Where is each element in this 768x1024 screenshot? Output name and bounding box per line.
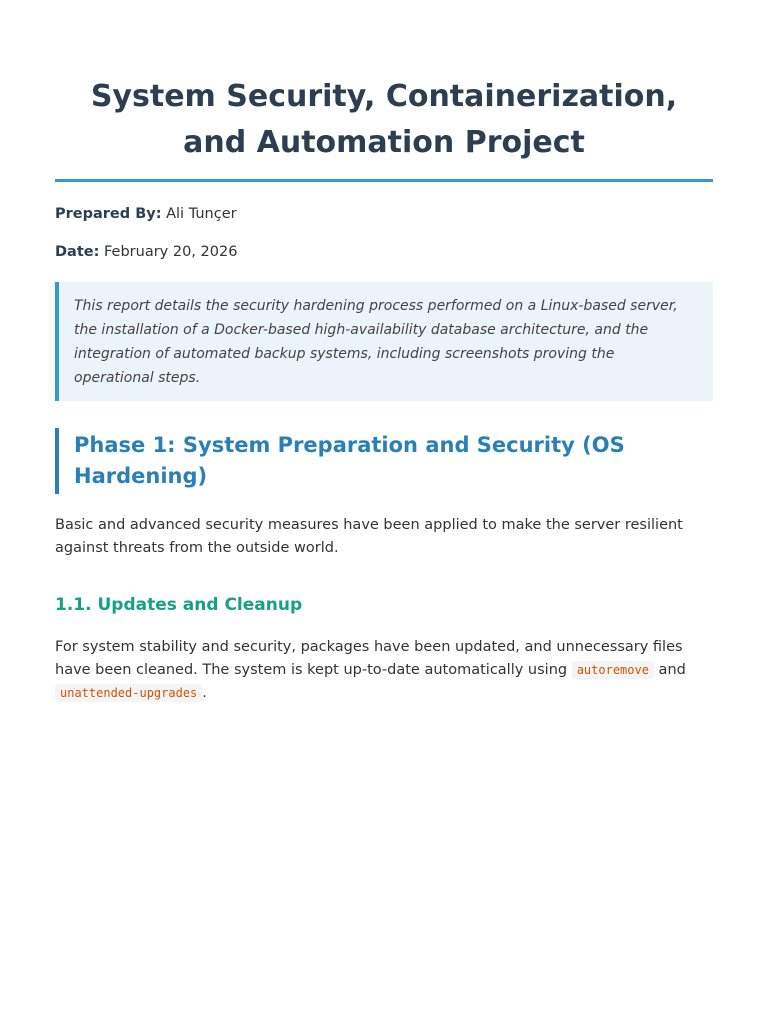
- abstract-callout: [55, 282, 713, 401]
- title-divider: [55, 179, 713, 182]
- prepared-by-value: Ali Tunçer: [166, 206, 237, 222]
- prepared-by-label: Prepared By:: [55, 206, 162, 222]
- prepared-by-line: [55, 204, 713, 224]
- document-title: System Security, Containerization, and Automation Project: [90, 79, 678, 160]
- phase-1-intro: Basic and advanced security measures have been applied to make the server resilient against threats from the outside world.: [55, 517, 683, 556]
- abstract-text: This report details the security hardening process performed on a Linux-based server, the installation of a Docker-based high-availability database architecture, and the integration of automated backup systems, including screenshots proving the operational steps.: [74, 298, 678, 386]
- section-1-1-text-before: For system stability and security, packages have been updated, and unnecessary files have been cleaned. The system is kept up-to-date automatically using: [55, 639, 683, 678]
- code-autoremove: autoremove: [572, 661, 654, 679]
- code-unattended-upgrades: unattended-upgrades: [55, 684, 202, 702]
- section-1-1-text-after: .: [202, 685, 207, 701]
- phase-1-heading: Phase 1: System Preparation and Security (OS Hardening): [55, 428, 713, 494]
- date-label: Date:: [55, 244, 100, 260]
- section-1-1-text-middle: and: [653, 662, 686, 678]
- section-1-1-paragraph: [55, 636, 713, 705]
- date-line: [55, 242, 713, 262]
- date-value: February 20, 2026: [104, 244, 238, 260]
- section-1-1-heading: 1.1. Updates and Cleanup: [55, 595, 303, 615]
